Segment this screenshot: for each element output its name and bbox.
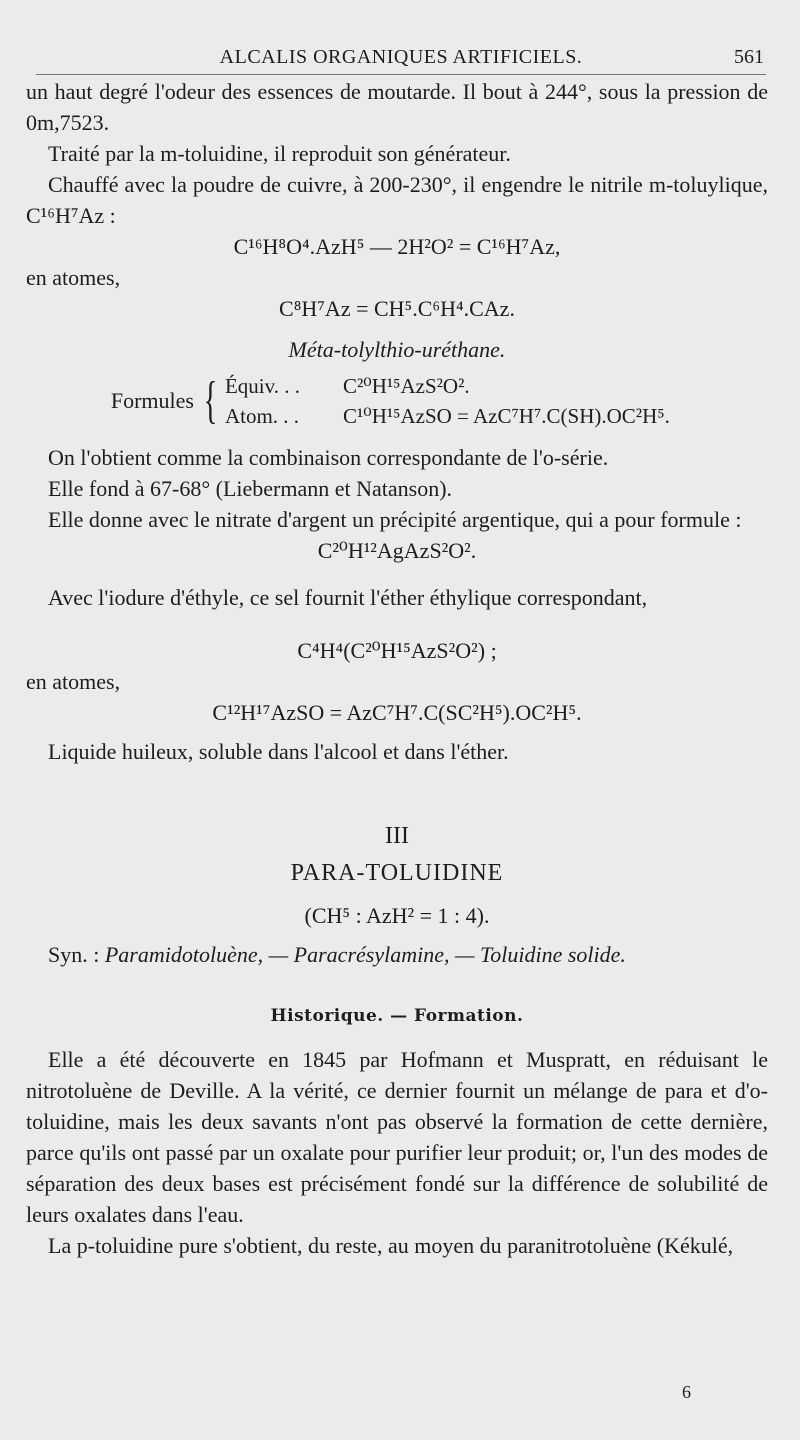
formula-equiv-key: Équiv. . .	[224, 374, 301, 398]
equation-silver: C²⁰H¹²AgAzS²O².	[317, 538, 477, 563]
compound-title: Méta-tolylthio-uréthane.	[288, 337, 506, 362]
atoms-label: en atomes,	[26, 265, 121, 290]
paragraph-iodide: Avec l'iodure d'éthyle, ce sel fournit l'éther éthylique correspondant,	[48, 585, 648, 610]
signature-mark: 6	[682, 1382, 691, 1402]
paragraph-pure: La p-toluidine pure s'obtient, du reste, au moyen du paranitrotoluène (Kékulé,	[48, 1233, 734, 1258]
page-number: 561	[734, 46, 764, 68]
formula-atom-key: Atom. . .	[224, 404, 300, 428]
paragraph-obtained: On l'obtient comme la combinaison correspondante de l'o-série.	[48, 445, 609, 470]
paragraph-copper: Chauffé avec la poudre de cuivre, à 200-230°, il engendre le nitrile m-toluylique, C¹⁶H⁷Az :	[26, 172, 768, 228]
paragraph-liquid: Liquide huileux, soluble dans l'alcool et dans l'éther.	[48, 739, 509, 764]
formula-atom-row	[225, 401, 670, 431]
formula-equiv-value: C²⁰H¹⁵AzS²O².	[342, 374, 470, 398]
formulas-block	[26, 368, 768, 434]
synonyms-text: Paramidotoluène, — Paracrésylamine, — Toluidine solide.	[104, 942, 626, 967]
page-body	[26, 76, 768, 1261]
page-header	[36, 44, 766, 75]
equation-nitrile-atoms: C⁸H⁷Az = CH⁵.C⁶H⁴.CAz.	[279, 296, 515, 321]
running-title: ALCALIS ORGANIQUES ARTIFICIELS.	[219, 46, 583, 68]
paragraph-continuation: un haut degré l'odeur des essences de moutarde. Il bout à 244°, sous la pression de 0m,7523.	[26, 79, 768, 135]
section-number: III	[385, 823, 409, 849]
synonyms-label: Syn. :	[48, 942, 100, 967]
formula-atom-value: C¹⁰H¹⁵AzSO = AzC⁷H⁷.C(SH).OC²H⁵.	[342, 404, 670, 428]
brace-glyph: {	[203, 372, 218, 429]
paragraph-silver: Elle donne avec le nitrate d'argent un précipité argentique, qui a pour formule :	[48, 507, 742, 532]
paragraph-treatment: Traité par la m-toluidine, il reproduit son générateur.	[48, 141, 511, 166]
formula-equiv-row	[225, 371, 670, 401]
history-heading: Historique. — Formation.	[270, 1006, 524, 1026]
atoms-label-2: en atomes,	[26, 669, 121, 694]
equation-nitrile: C¹⁶H⁸O⁴.AzH⁵ — 2H²O² = C¹⁶H⁷Az,	[233, 234, 561, 259]
equation-ether: C⁴H⁴(C²⁰H¹⁵AzS²O²) ;	[297, 638, 497, 663]
section-formula: (CH⁵ : AzH² = 1 : 4).	[304, 903, 490, 928]
equation-ether-atoms: C¹²H¹⁷AzSO = AzC⁷H⁷.C(SC²H⁵).OC²H⁵.	[212, 700, 582, 725]
paragraph-melting: Elle fond à 67-68° (Liebermann et Natanson).	[48, 476, 453, 501]
section-title: PARA-TOLUIDINE	[290, 860, 504, 886]
formulas-label: Formules	[110, 388, 194, 413]
synonyms	[26, 939, 768, 970]
paragraph-discovery: Elle a été découverte en 1845 par Hofmann et Muspratt, en réduisant le nitrotoluène de Deville. A la vérité, ce dernier fournit un mélange de para et d'o-toluidine, mais les deux savants n'ont pas observé la formation de cette dernière, parce qu'ils ont passé par un oxalate pour purifier leur produit; or, l'un des modes de séparation des deux bases est précisément fondé sur la différence de solubilité de leurs oxalates dans l'eau.	[26, 1047, 768, 1227]
